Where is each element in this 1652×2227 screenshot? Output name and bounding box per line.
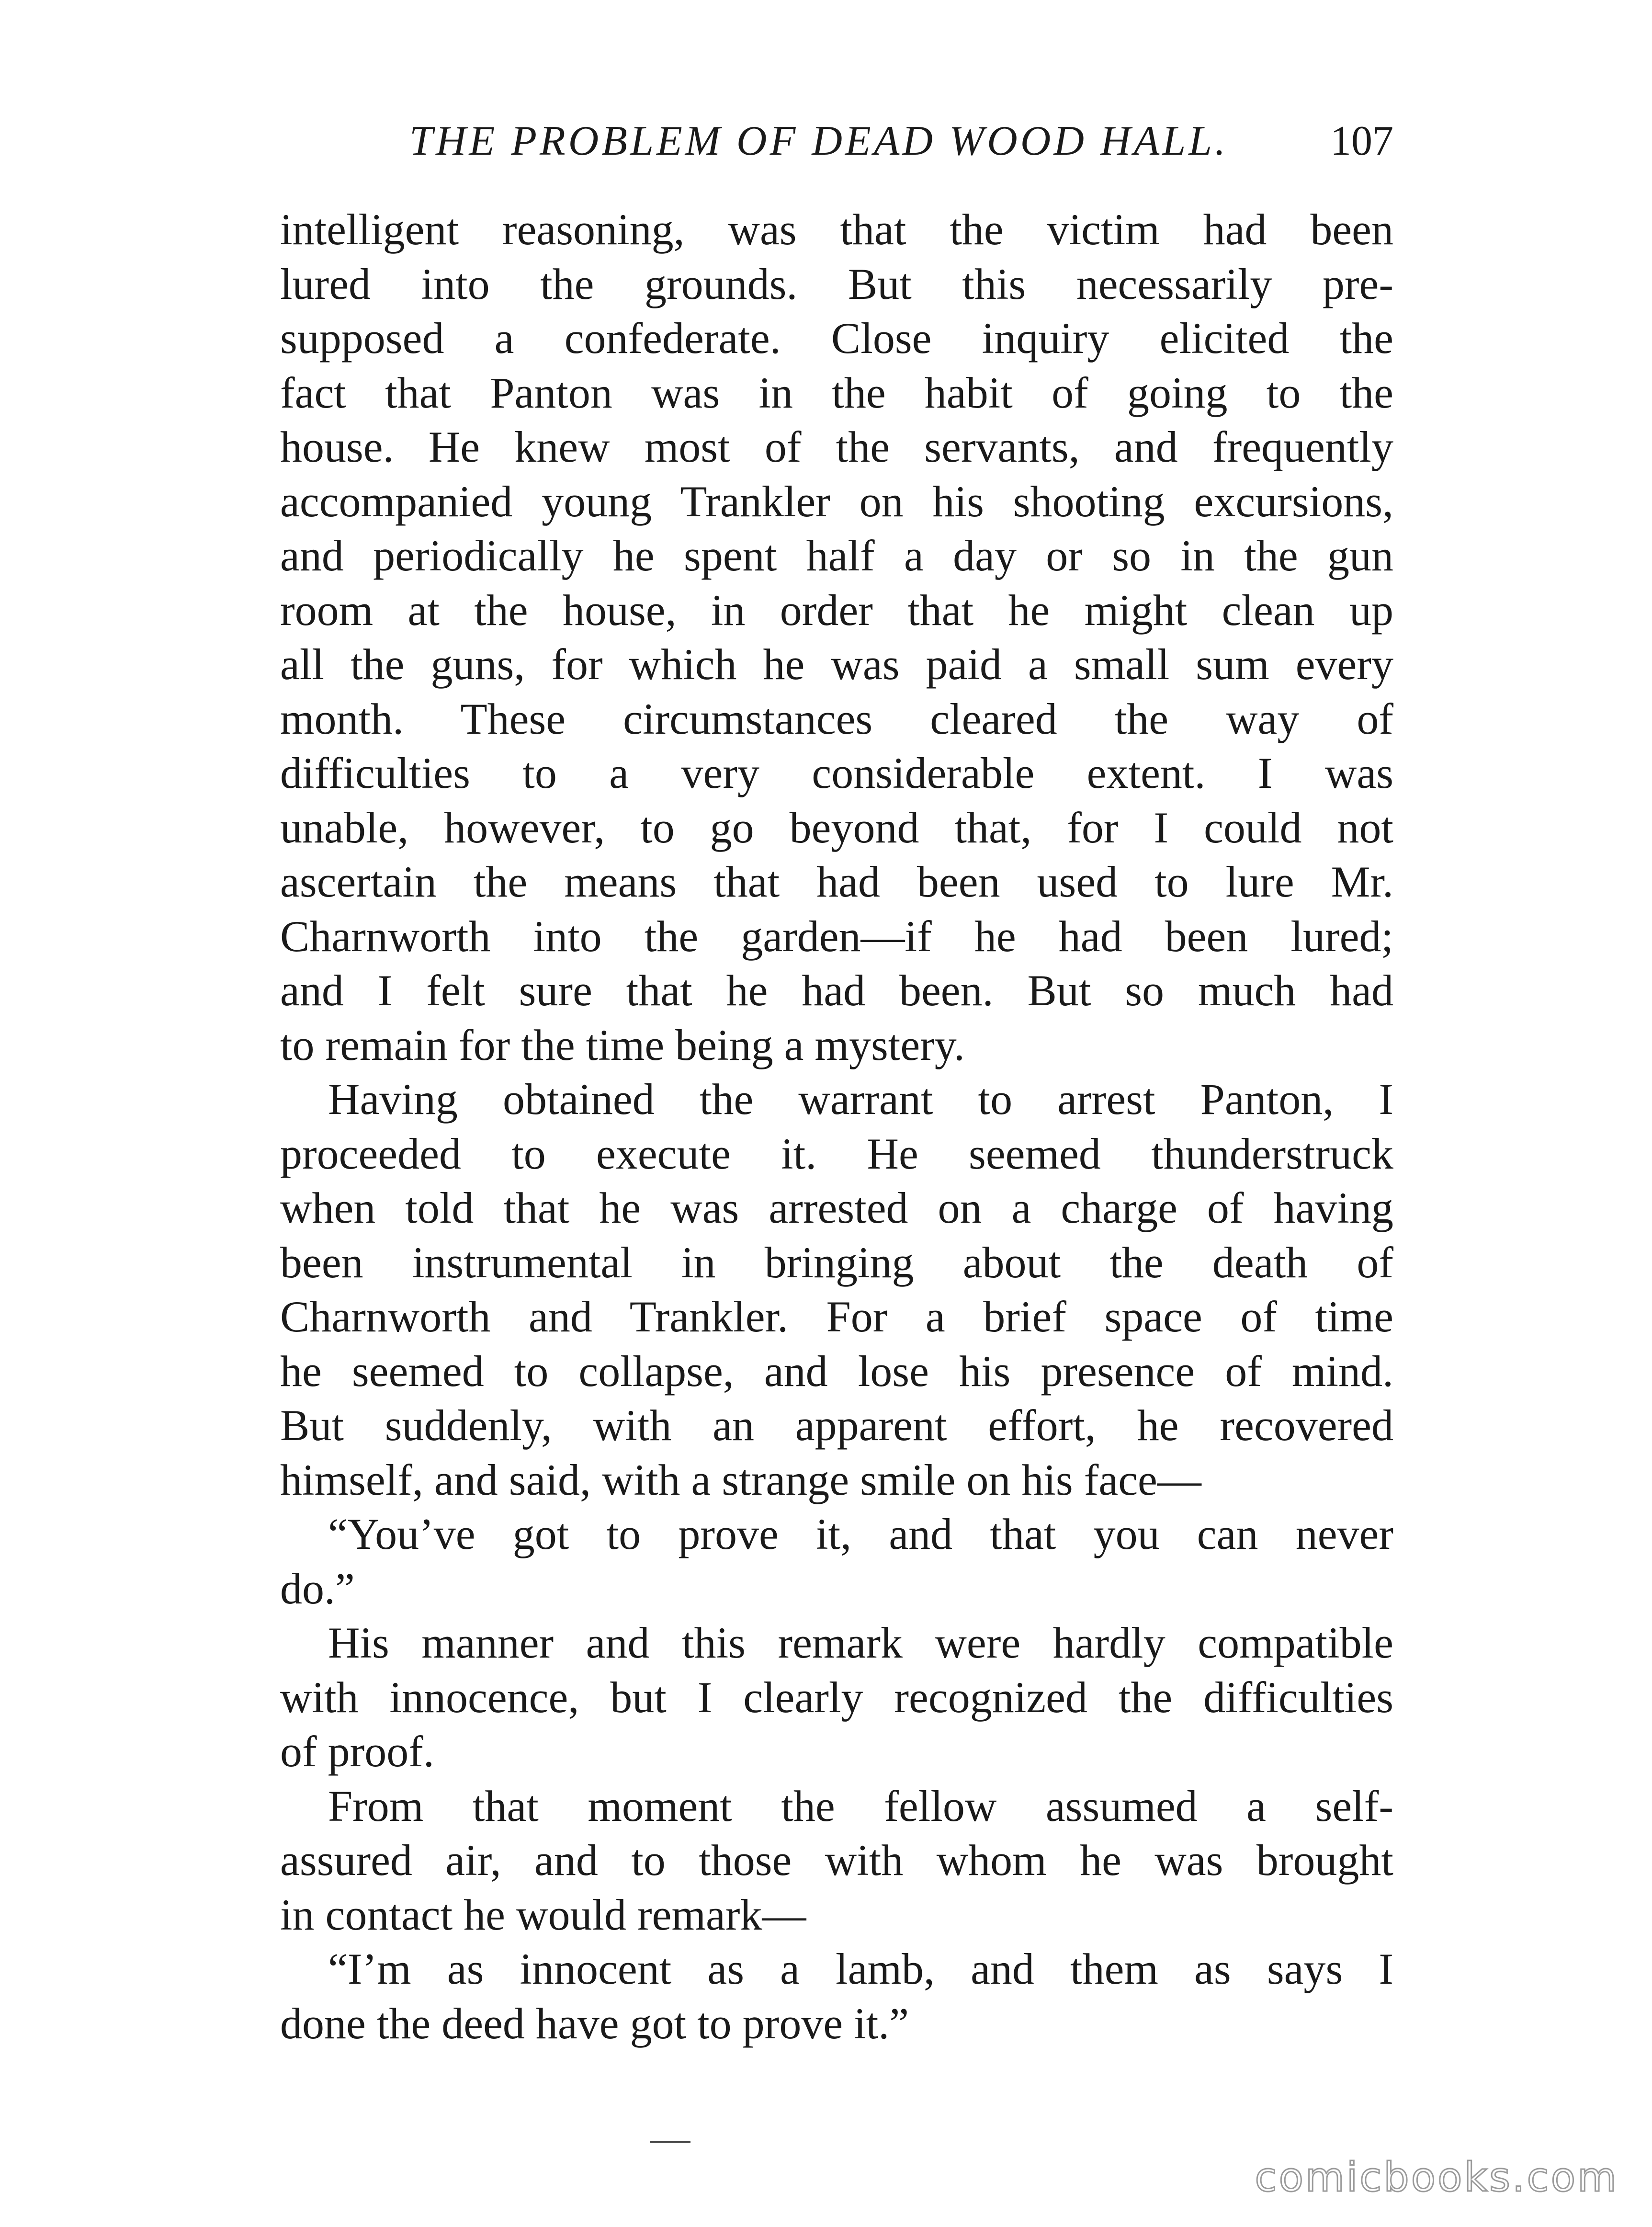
text-line: intelligent reasoning, was that the victim had been [280,205,1393,254]
text-line: of proof. [280,1727,434,1776]
text-line: “I’m as innocent as a lamb, and them as says I [328,1944,1393,1993]
text-line: From that moment the fellow assumed a self- [328,1781,1393,1830]
text-line: do.” [280,1564,355,1613]
watermark: comicbooks.com [1255,2154,1618,2201]
text-line: But suddenly, with an apparent effort, he recovered [280,1401,1393,1450]
running-head [273,113,1393,170]
text-line: room at the house, in order that he might clean up [280,585,1393,635]
text-line: lured into the grounds. But this necessarily pre- [280,259,1393,308]
text-line: he seemed to collapse, and lose his presence of mind. [280,1346,1393,1396]
text-line: ascertain the means that had been used to lure Mr. [280,857,1393,906]
text-line: and periodically he spent half a day or so in the gun [280,531,1393,580]
text-line: unable, however, to go beyond that, for I could not [280,803,1393,852]
text-line: and I felt sure that he had been. But so much had [280,966,1393,1015]
text-line: to remain for the time being a mystery. [280,1020,965,1069]
text-line: month. These circumstances cleared the way of [280,694,1393,743]
body-text [280,203,1393,2051]
text-line: with innocence, but I clearly recognized the difficulties [280,1672,1393,1722]
text-line: in contact he would remark— [280,1890,806,1939]
running-title: THE PROBLEM OF DEAD WOOD HALL. [409,118,1229,164]
text-line: Charnworth into the garden—if he had been lured; [280,911,1393,961]
text-line: when told that he was arrested on a charge of having [280,1183,1393,1232]
text-line: accompanied young Trankler on his shooting excursions, [280,477,1393,526]
text-line: “You’ve got to prove it, and that you can never [328,1510,1393,1558]
text-line: assured air, and to those with whom he was brought [280,1836,1393,1885]
page-number: 107 [1330,118,1393,164]
text-line: fact that Panton was in the habit of going to the [280,368,1393,417]
text-line: proceeded to execute it. He seemed thunderstruck [280,1129,1393,1178]
text-line: been instrumental in bringing about the death of [280,1238,1393,1287]
footer-rule [650,2141,690,2143]
text-line: himself, and said, with a strange smile on his face— [280,1455,1201,1504]
text-line: Charnworth and Trankler. For a brief space of time [280,1292,1393,1341]
text-line: house. He knew most of the servants, and frequently [280,422,1393,471]
text-line: Having obtained the warrant to arrest Panton, I [328,1075,1393,1124]
text-line: difficulties to a very considerable extent. I was [280,749,1393,797]
text-line: His manner and this remark were hardly compatible [328,1618,1393,1667]
text-line: done the deed have got to prove it.” [280,1999,909,2048]
text-line: all the guns, for which he was paid a small sum every [280,640,1393,689]
text-line: supposed a confederate. Close inquiry elicited the [280,314,1393,363]
